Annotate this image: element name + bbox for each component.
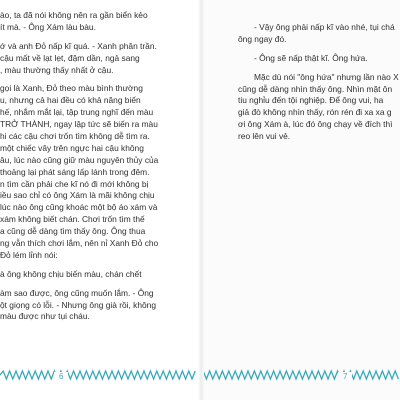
- paragraph-gap: [0, 34, 194, 41]
- right-page: [200, 0, 400, 400]
- text-line: ng vẫn thích chơi lắm, nên nỉ Xanh Đỏ cho: [0, 238, 159, 249]
- text-line: , màu thường thấy nhất ở cậu.: [0, 64, 114, 75]
- left-page-text: [0, 10, 194, 323]
- left-page-number: 6: [54, 372, 68, 381]
- text-line: thoảng lại phát sáng lấp lánh trong đêm.: [0, 166, 150, 177]
- text-line: ột giọng có lỗi. - Nhưng ông già rồi, không: [0, 299, 156, 310]
- text-line: reo lên vui vẻ.: [238, 131, 291, 142]
- text-line: ít mà. - Ông Xám làu bàu.: [0, 21, 96, 32]
- text-line: TRỞ THÀNH, ngay lập tức sẽ biến ra màu: [0, 119, 158, 130]
- text-line: ớ và anh Đỏ nấp kĩ quá. - Xanh phân trần.: [0, 40, 157, 51]
- paragraph-gap: [238, 65, 400, 72]
- text-line: ào, ta đã nói không nên ra gần biển kẻo: [0, 10, 148, 20]
- text-line: Đỏ lém lỉnh nói:: [0, 249, 58, 260]
- text-line: à ông không chịu biến màu, chán chết: [0, 268, 142, 279]
- text-line: ơi ông Xám à, lúc đó ông chạy về đích thì: [238, 119, 393, 130]
- text-line: n tìm cần phải che kĩ nó đi mới không bị: [0, 178, 149, 189]
- text-line: lúc nào ông cũng khoác một bộ áo xám và: [0, 202, 158, 213]
- wave-line: [0, 371, 195, 379]
- left-page-wave-decoration: [0, 368, 196, 382]
- text-line: cũng dễ dàng nhìn thấy ông. Nhìn mặt ôn: [238, 83, 393, 94]
- text-line: giả đò không nhìn thấy, rón rén đi xa xa g: [238, 107, 392, 118]
- text-line: màu được như tụi cháu.: [0, 311, 90, 322]
- text-line: tiu nghỉu đến tội nghiệp. Để ông vui, ha: [238, 95, 384, 106]
- text-line: Mặc dù nói "ông hứa" nhưng lần nào X: [254, 71, 399, 82]
- paragraph-gap: [238, 46, 400, 53]
- wave-line: [200, 371, 398, 379]
- paragraph-gap: [0, 262, 194, 269]
- right-page-wave-decoration: [200, 368, 400, 382]
- paragraph-gap: [0, 281, 194, 288]
- text-line: hi các cậu chơi trốn tìm không dễ tìm ra.: [0, 131, 150, 142]
- page-gutter: [198, 0, 204, 400]
- text-line: - Vậy ông phải nấp kĩ vào nhé, tụi chá: [254, 22, 395, 32]
- text-line: - Ông sẽ nấp thật kĩ. Ông hứa.: [254, 52, 368, 63]
- text-line: xám không biết chán. Chơi trốn tìm thế: [0, 214, 145, 225]
- text-line: iều sao chỉ có ông Xám là mãi không chịu: [0, 190, 155, 201]
- text-line: một chiếc vây trên ngực hai cậu không: [0, 142, 144, 153]
- right-page-text: [238, 22, 400, 143]
- text-line: àm sao được, ông cũng muốn lắm. - Ông: [0, 287, 154, 298]
- text-line: âu, lúc nào cũng giữ màu nguyên thủy của: [0, 154, 159, 165]
- text-line: cậu mất về lạt lẹt, đậm dần, ngả sang: [0, 52, 140, 63]
- text-line: ông ngay đó.: [238, 33, 287, 44]
- text-line: gọi là Xanh, Đỏ theo màu bình thường: [0, 83, 143, 94]
- text-line: u, nhưng cả hai đều có khả năng biến: [0, 95, 141, 106]
- paragraph-gap: [0, 76, 194, 83]
- right-page-number: 7: [338, 372, 352, 381]
- text-line: a cũng dễ dàng tìm thấy ông. Ông thua: [0, 226, 146, 237]
- text-line: hế, nhắm mắt lại, tập trung nghĩ đến màu: [0, 107, 154, 118]
